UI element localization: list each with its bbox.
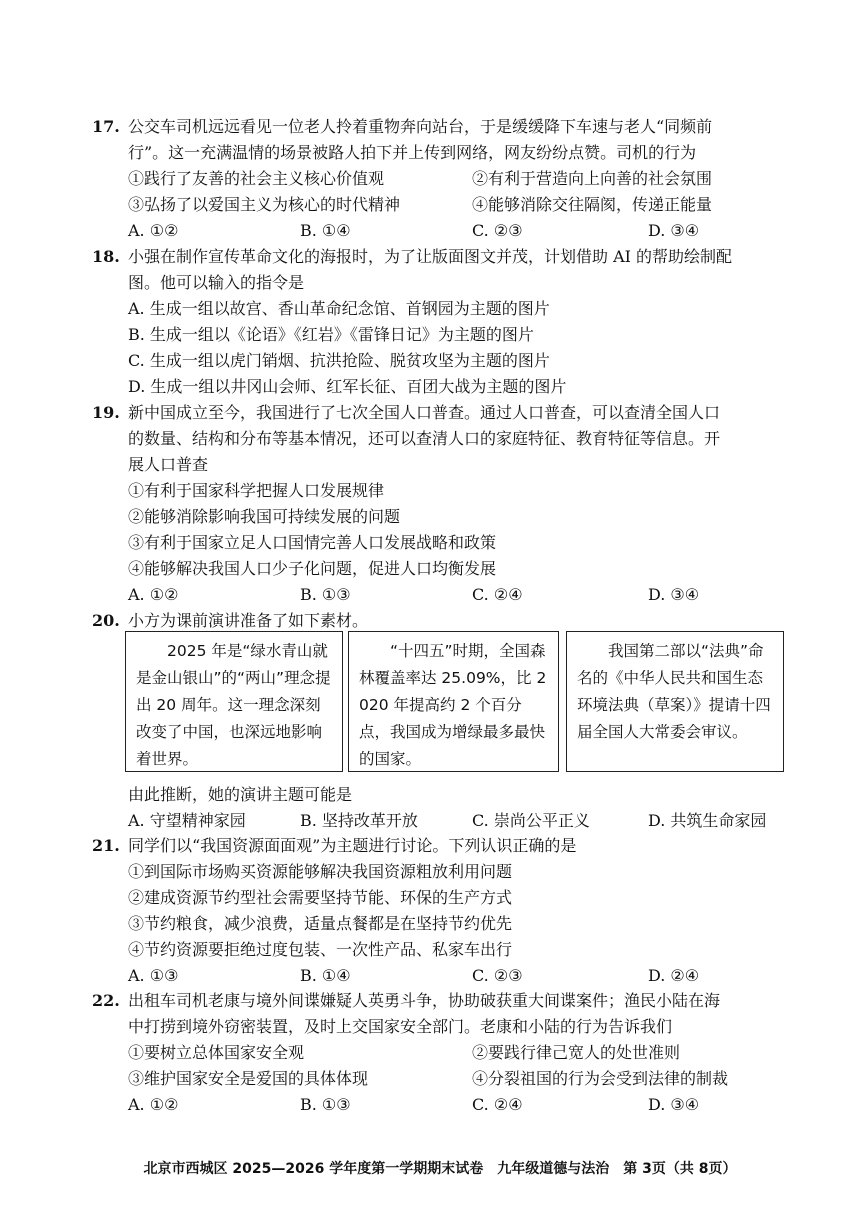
question-19 [92, 400, 792, 608]
question-number: 17. [92, 117, 120, 136]
question-stem: 行”。这一充满温情的场景被路人拍下并上传到网络，网友纷纷点赞。司机的行为 [128, 143, 697, 162]
question-number: 20. [92, 611, 120, 630]
option-d: D. 生成一组以井冈山会师、红军长征、百团大战为主题的图片 [128, 377, 567, 396]
option-d: D. ③④ [648, 1095, 700, 1114]
option-c: C. ②③ [472, 221, 523, 240]
option-b: B. ①④ [300, 221, 351, 240]
option-c: C. ②④ [472, 585, 523, 604]
question-18 [92, 244, 792, 400]
question-stem: 出租车司机老康与境外间谍嫌疑人英勇斗争，协助破获重大间谍案件；渔民小陆在海 [128, 991, 721, 1010]
statement-1: ①有利于国家科学把握人口发展规律 [128, 481, 385, 500]
option-a: A. 生成一组以故宫、香山革命纪念馆、首钢园为主题的图片 [128, 299, 550, 318]
option-a: A. ①② [128, 221, 179, 240]
question-stem: 图。他可以输入的指令是 [128, 273, 305, 292]
statement-4: ④节约资源要拒绝过度包装、一次性产品、私家车出行 [128, 940, 513, 959]
material-box-2 [348, 631, 559, 772]
statement-1: ①践行了友善的社会主义核心价值观 [128, 169, 385, 188]
statement-3: ③维护国家安全是爱国的具体体现 [128, 1069, 369, 1088]
option-b: B. ①④ [300, 966, 351, 985]
option-a: A. ①③ [128, 966, 179, 985]
option-c: C. ②④ [472, 1095, 523, 1114]
statement-4: ④能够消除交往隔阂，传递正能量 [472, 195, 713, 214]
question-22 [92, 988, 792, 1118]
question-17 [92, 114, 792, 244]
question-number: 19. [92, 403, 120, 422]
statement-1: ①到国际市场购买资源能够解决我国资源粗放利用问题 [128, 862, 513, 881]
question-stem: 展人口普查 [128, 455, 209, 474]
option-b: B. 坚持改革开放 [300, 811, 418, 830]
option-b: B. 生成一组以《论语》《红岩》《雷锋日记》为主题的图片 [128, 325, 534, 344]
option-b: B. ①③ [300, 585, 351, 604]
option-a: A. 守望精神家园 [128, 811, 246, 830]
page-footer: 北京市西城区 2025—2026 学年度第一学期期末试卷 九年级道德与法治 第 3页（共 8页） [143, 1161, 737, 1177]
question-stem: 由此推断，她的演讲主题可能是 [128, 785, 353, 804]
question-stem: 中打捞到境外窃密装置，及时上交国家安全部门。老康和小陆的行为告诉我们 [128, 1017, 673, 1036]
statement-4: ④能够解决我国人口少子化问题，促进人口均衡发展 [128, 559, 497, 578]
statement-2: ②要践行律己宽人的处世准则 [472, 1043, 681, 1062]
question-20-tail [92, 782, 792, 834]
option-a: A. ①② [128, 1095, 179, 1114]
material-box-1 [125, 631, 343, 772]
option-c: C. 生成一组以虎门销烟、抗洪抢险、脱贫攻坚为主题的图片 [128, 351, 550, 370]
material-boxes [125, 631, 785, 774]
statement-4: ④分裂祖国的行为会受到法律的制裁 [472, 1069, 729, 1088]
option-d: D. ③④ [648, 221, 700, 240]
option-d: D. 共筑生命家园 [648, 811, 767, 830]
question-stem: 同学们以“我国资源面面观”为主题进行讨论。下列认识正确的是 [128, 836, 577, 855]
question-21 [92, 833, 792, 989]
statement-2: ②有利于营造向上向善的社会氛围 [472, 169, 713, 188]
option-a: A. ①② [128, 585, 179, 604]
material-text: “十四五”时期，全国森林覆盖率达 25.09%，比 2020 年提高约 2 个百分点，我国成为增绿最多最快的国家。 [359, 642, 547, 768]
statement-3: ③有利于国家立足人口国情完善人口发展战略和政策 [128, 533, 497, 552]
question-stem: 小强在制作宣传革命文化的海报时，为了让版面图文并茂，计划借助 AI 的帮助绘制配 [128, 247, 733, 266]
statement-2: ②能够消除影响我国可持续发展的问题 [128, 507, 401, 526]
statement-2: ②建成资源节约型社会需要坚持节能、环保的生产方式 [128, 888, 513, 907]
question-stem: 新中国成立至今，我国进行了七次全国人口普查。通过人口普查，可以查清全国人口 [128, 403, 721, 422]
statement-3: ③节约粮食，减少浪费，适量点餐都是在坚持节约优先 [128, 914, 513, 933]
material-box-3 [566, 631, 784, 772]
option-b: B. ①③ [300, 1095, 351, 1114]
material-text: 我国第二部以“法典”命名的《中华人民共和国生态环境法典（草案）》提请十四届全国人大常委会审议。 [577, 642, 771, 741]
option-d: D. ②④ [648, 966, 700, 985]
option-c: C. 崇尚公平正义 [472, 811, 590, 830]
question-number: 21. [92, 836, 120, 855]
statement-1: ①要树立总体国家安全观 [128, 1043, 305, 1062]
question-stem: 的数量、结构和分布等基本情况，还可以查清人口的家庭特征、教育特征等信息。开 [128, 429, 721, 448]
question-number: 22. [92, 991, 120, 1010]
question-stem: 公交车司机远远看见一位老人拎着重物奔向站台，于是缓缓降下车速与老人“同频前 [128, 117, 713, 136]
material-text: 2025 年是“绿水青山就是金山银山”的“两山”理念提出 20 周年。这一理念深刻改变了中国，也深远地影响着世界。 [136, 642, 331, 768]
question-number: 18. [92, 247, 120, 266]
statement-3: ③弘扬了以爱国主义为核心的时代精神 [128, 195, 401, 214]
option-d: D. ③④ [648, 585, 700, 604]
option-c: C. ②③ [472, 966, 523, 985]
question-stem: 小方为课前演讲准备了如下素材。 [128, 611, 369, 630]
